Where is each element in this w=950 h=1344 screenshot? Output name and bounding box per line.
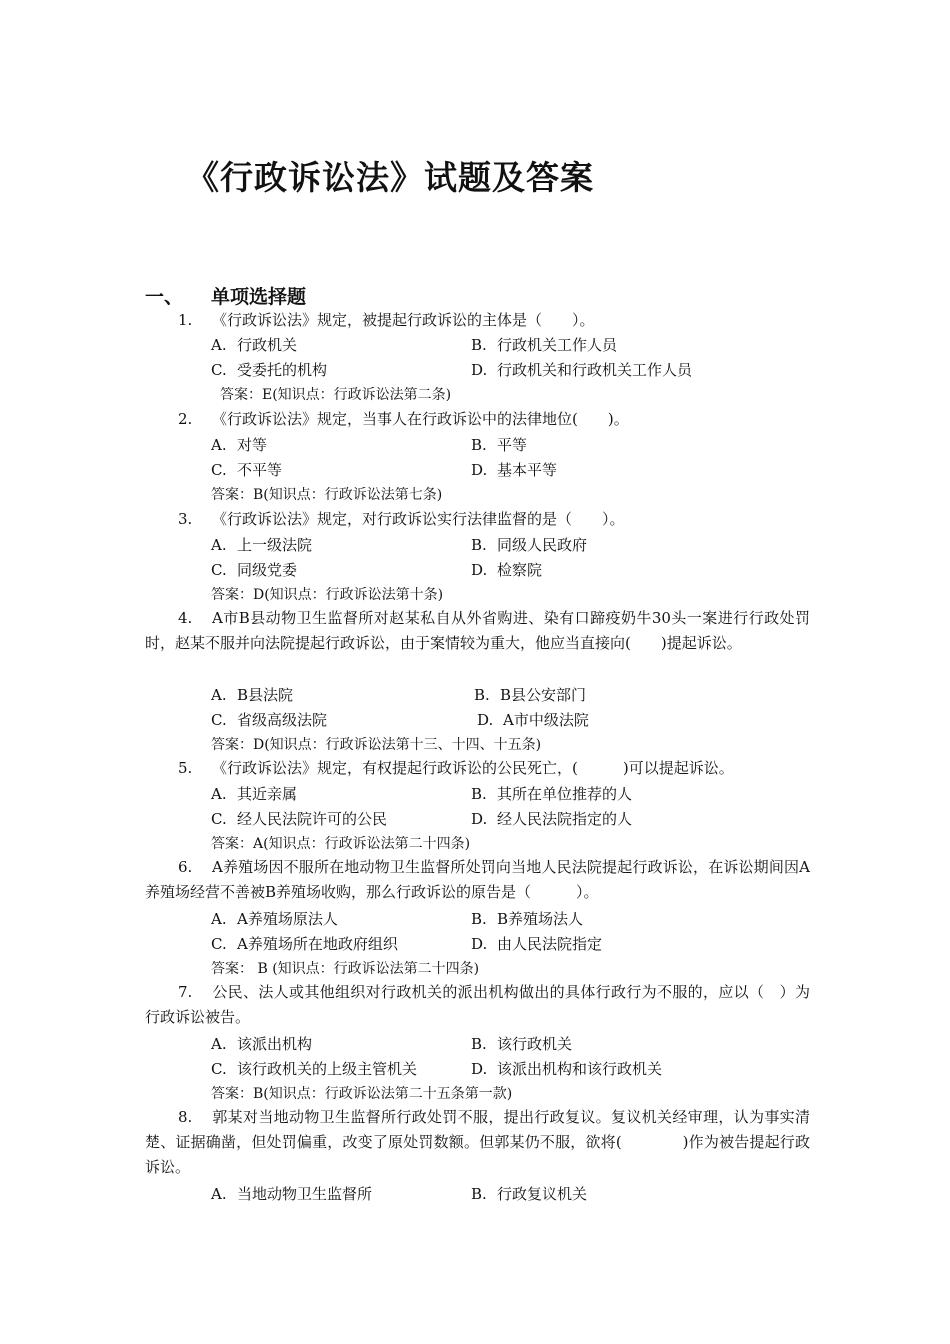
option-a: A. B县法院 [211, 686, 294, 704]
document-title: 《行政诉讼法》试题及答案 [186, 158, 594, 197]
option-d: D. 该派出机构和该行政机关 [471, 1060, 663, 1078]
option-b: B. 平等 [471, 436, 528, 454]
option-a: A. 行政机关 [211, 336, 298, 354]
answer: 答案：D(知识点：行政诉讼法第十三、十四、十五条) [211, 737, 542, 753]
section-number: 一、 [145, 286, 184, 308]
option-a: A. 对等 [211, 436, 268, 454]
question-1: 1. 《行政诉讼法》规定，被提起行政诉讼的主体是（ ）。 [178, 311, 595, 329]
option-a: A. A养殖场原法人 [211, 910, 338, 928]
answer: 答案：B(知识点：行政诉讼法第七条) [211, 487, 443, 503]
answer: 答案： B (知识点：行政诉讼法第二十四条) [211, 961, 480, 977]
option-b: B. 其所在单位推荐的人 [471, 785, 633, 803]
option-c: C. 受委托的机构 [211, 361, 328, 379]
answer: 答案：B(知识点：行政诉讼法第二十五条第一款) [211, 1086, 513, 1102]
option-c: C. 经人民法院许可的公民 [211, 810, 388, 828]
question-3: 3. 《行政诉讼法》规定，对行政诉讼实行法律监督的是（ ）。 [178, 510, 625, 528]
option-a: A. 该派出机构 [211, 1035, 313, 1053]
answer: 答案：E(知识点：行政诉讼法第二条) [220, 387, 452, 403]
question-6: 6. A养殖场因不服所在地动物卫生监督所处罚向当地人民法院提起行政诉讼，在诉讼期间因A养殖场经营不善被B养殖场收购，那么行政诉讼的原告是（ ）。 [145, 858, 810, 901]
question-4: 4. A市B县动物卫生监督所对赵某私自从外省购进、染有口蹄疫奶牛30头一案进行行政处罚时，赵某不服并向法院提起行政诉讼，由于案情较为重大，他应当直接向( )提起诉讼。 [145, 609, 810, 652]
question-7: 7. 公民、法人或其他组织对行政机关的派出机构做出的具体行政行为不服的，应以（ ）为行政诉讼被告。 [145, 983, 810, 1026]
option-c: C. 该行政机关的上级主管机关 [211, 1060, 418, 1078]
option-b: B. 该行政机关 [471, 1035, 573, 1053]
answer: 答案：A(知识点：行政诉讼法第二十四条) [211, 836, 471, 852]
option-d: D. 检察院 [471, 561, 543, 579]
section-title: 单项选择题 [211, 286, 307, 308]
option-c: C. A养殖场所在地政府组织 [211, 935, 398, 953]
section-heading [145, 282, 306, 309]
option-b: B. B养殖场法人 [471, 910, 584, 928]
option-d: D. 经人民法院指定的人 [471, 810, 633, 828]
option-a: A. 其近亲属 [211, 785, 298, 803]
question-2: 2. 《行政诉讼法》规定，当事人在行政诉讼中的法律地位( )。 [178, 410, 629, 428]
option-c: C. 省级高级法院 [211, 711, 328, 729]
option-d: D. A市中级法院 [477, 711, 589, 729]
option-b: B. 行政复议机关 [471, 1185, 588, 1203]
option-d: D. 行政机关和行政机关工作人员 [471, 361, 693, 379]
option-a: A. 上一级法院 [211, 536, 313, 554]
option-d: D. 基本平等 [471, 461, 558, 479]
question-5: 5. 《行政诉讼法》规定，有权提起行政诉讼的公民死亡，( )可以提起诉讼。 [178, 759, 734, 777]
option-a: A. 当地动物卫生监督所 [211, 1185, 373, 1203]
option-d: D. 由人民法院指定 [471, 935, 603, 953]
option-c: C. 同级党委 [211, 561, 298, 579]
answer: 答案：D(知识点：行政诉讼法第十条) [211, 587, 444, 603]
option-b: B. 同级人民政府 [471, 536, 588, 554]
option-b: B. B县公安部门 [474, 686, 587, 704]
question-8: 8. 郭某对当地动物卫生监督所行政处罚不服，提出行政复议。复议机关经审理，认为事实清楚、证据确凿，但处罚偏重，改变了原处罚数额。但郭某仍不服，欲将( )作为被告提起行政诉讼。 [145, 1108, 810, 1176]
option-c: C. 不平等 [211, 461, 283, 479]
option-b: B. 行政机关工作人员 [471, 336, 618, 354]
